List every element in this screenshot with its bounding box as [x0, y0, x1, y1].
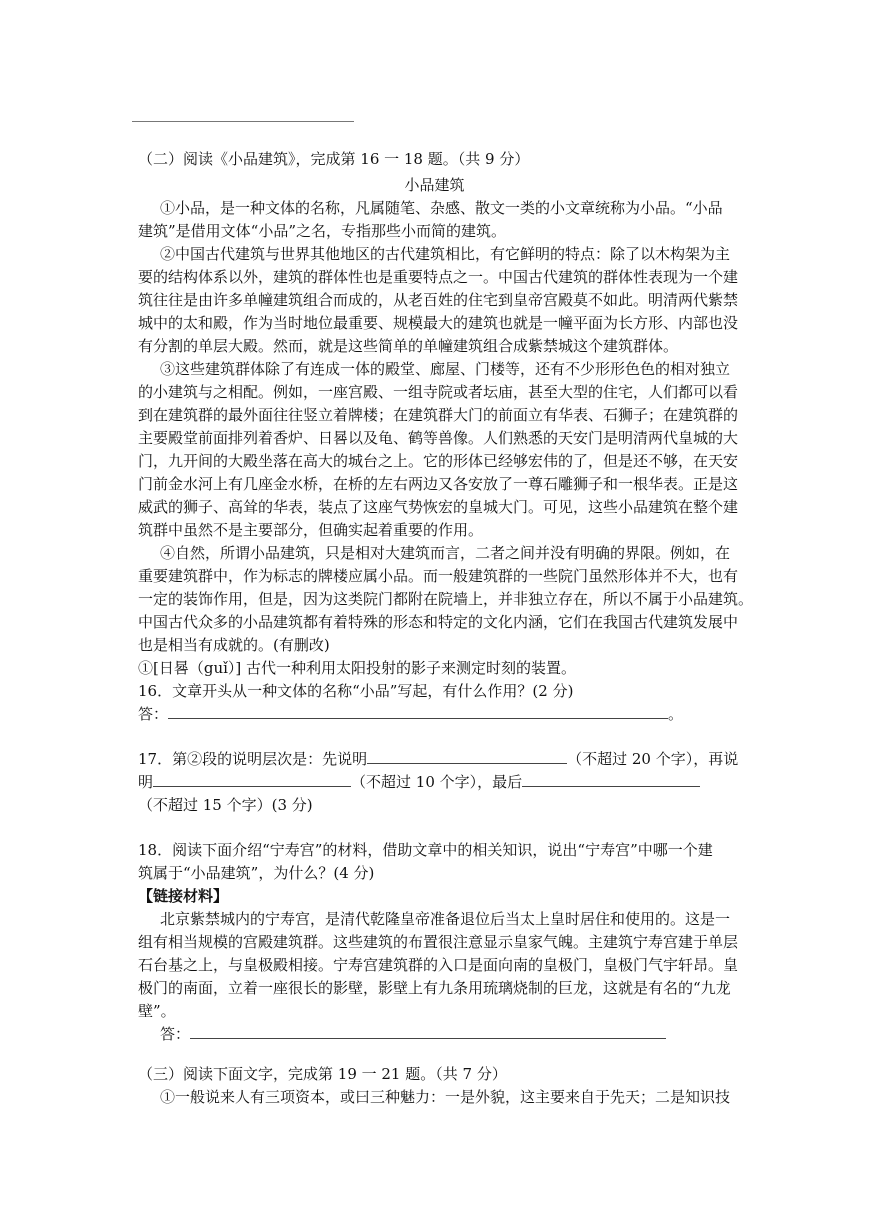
question-17-row1	[138, 748, 738, 770]
paragraph-line: 筑群中虽然不是主要部分，但确实起着重要的作用。	[138, 521, 484, 539]
material-line: 壁”。	[138, 1002, 176, 1020]
paragraph-line: ①小品，是一种文体的名称，凡属随笔、杂感、散文一类的小文章统称为小品。“小品	[160, 199, 723, 217]
answer-17-blank-3[interactable]	[522, 772, 700, 787]
question-17-row2	[138, 771, 700, 793]
paragraph-line: 的小建筑与之相配。例如，一座宫殿、一组寺院或者坛庙，甚至大型的住宅，人们都可以看	[138, 383, 739, 401]
answer-label: 答：	[160, 1025, 191, 1043]
paragraph-line: 有分割的单层大殿。然而，就是这些简单的单幢建筑组合成紫禁城这个建筑群体。	[138, 337, 679, 355]
answer-label: 答：	[138, 705, 169, 723]
material-label: 【链接材料】	[138, 887, 229, 905]
answer-18-blank[interactable]	[190, 1024, 666, 1039]
footnote: ①[日晷（guǐ）] 古代一种利用太阳投射的影子来测定时刻的装置。	[138, 659, 577, 677]
question-18-line: 筑属于“小品建筑”，为什么？(4 分)	[138, 864, 375, 882]
answer-17-blank-1[interactable]	[367, 749, 567, 764]
paragraph-line: 中国古代众多的小品建筑都有着特殊的形态和特定的文化内涵，它们在我国古代建筑发展中	[138, 613, 739, 631]
q17-text: 17．第②段的说明层次是：先说明	[138, 750, 368, 768]
section2-heading: （二）阅读《小品建筑》，完成第 16 一 18 题。（共 9 分）	[138, 150, 530, 168]
paragraph-line: 到在建筑群的最外面往往竖立着牌楼；在建筑群大门的前面立有华表、石狮子；在建筑群的	[138, 406, 739, 424]
paragraph-line: 城中的太和殿，作为当时地位最重要、规模最大的建筑也就是一幢平面为长方形、内部也没	[138, 314, 739, 332]
paragraph-line: 要的结构体系以外，建筑的群体性也是重要特点之一。中国古代建筑的群体性表现为一个建	[138, 268, 739, 286]
material-line: 极门的南面，立着一座很长的影壁，影壁上有九条用琉璃烧制的巨龙，这就是有名的“九龙	[138, 979, 731, 997]
paragraph-line: 威武的狮子、高耸的华表，装点了这座气势恢宏的皇城大门。可见，这些小品建筑在整个建	[138, 498, 739, 516]
paragraph-line: 重要建筑群中，作为标志的牌楼应属小品。而一般建筑群的一些院门虽然形体并不大，也有	[138, 567, 739, 585]
paragraph-line: 门前金水河上有几座金水桥，在桥的左右两边又各安放了一尊石雕狮子和一根华表。正是这	[138, 475, 739, 493]
article-title: 小品建筑	[404, 176, 465, 194]
q17-text: （不超过 20 个字），再说	[567, 750, 739, 768]
answer-16-row	[138, 703, 683, 725]
question-17-row3: （不超过 15 个字）(3 分)	[138, 796, 313, 814]
paragraph-line: 一定的装饰作用，但是，因为这类院门都附在院墙上，并非独立存在，所以不属于小品建筑。	[138, 590, 754, 608]
answer-18-row	[160, 1023, 666, 1045]
paragraph-line: ③这些建筑群体除了有连成一体的殿堂、廊屋、门楼等，还有不少形形色色的相对独立	[160, 360, 731, 378]
material-line: 组有相当规模的宫殿建筑群。这些建筑的布置很注意显示皇家气魄。主建筑宁寿宫建于单层	[138, 933, 739, 951]
answer-17-blank-2[interactable]	[153, 772, 351, 787]
paragraph-line: 建筑”是借用文体“小品”之名，专指那些小而简的建筑。	[138, 222, 507, 240]
q17-text: 明	[138, 773, 154, 791]
paragraph-line: 主要殿堂前面排列着香炉、日晷以及龟、鹤等兽像。人们熟悉的天安门是明清两代皇城的大	[138, 429, 739, 447]
answer-end-mark: 。	[668, 705, 684, 723]
paragraph-line: ④自然，所谓小品建筑，只是相对大建筑而言，二者之间并没有明确的界限。例如，在	[160, 544, 731, 562]
top-divider	[132, 121, 354, 122]
material-line: 北京紫禁城内的宁寿宫，是清代乾隆皇帝准备退位后当太上皇时居住和使用的。这是一	[160, 910, 731, 928]
question-18-line: 18．阅读下面介绍“宁寿宫”的材料，借助文章中的相关知识，说出“宁寿宫”中哪一个建	[138, 841, 713, 859]
section3-heading: （三）阅读下面文字，完成第 19 一 21 题。（共 7 分）	[138, 1065, 507, 1083]
q17-text: （不超过 10 个字），最后	[351, 773, 523, 791]
answer-16-blank[interactable]	[168, 704, 668, 719]
paragraph-line: ②中国古代建筑与世界其他地区的古代建筑相比，有它鲜明的特点：除了以木构架为主	[160, 245, 731, 263]
question-16: 16．文章开头从一种文体的名称“小品”写起，有什么作用？(2 分)	[138, 682, 574, 700]
paragraph-line: ①一般说来人有三项资本，或曰三种魅力：一是外貌，这主要来自于先天；二是知识技	[160, 1088, 731, 1106]
paragraph-line: 门，九开间的大殿坐落在高大的城台之上。它的形体已经够宏伟的了，但是还不够，在天安	[138, 452, 739, 470]
material-line: 石台基之上，与皇极殿相接。宁寿宫建筑群的入口是面向南的皇极门，皇极门气宇轩昂。皇	[138, 956, 739, 974]
paragraph-line: 筑往往是由许多单幢建筑组合而成的，从老百姓的住宅到皇帝宫殿莫不如此。明清两代紫禁	[138, 291, 739, 309]
paragraph-line: 也是相当有成就的。(有删改)	[138, 636, 330, 654]
